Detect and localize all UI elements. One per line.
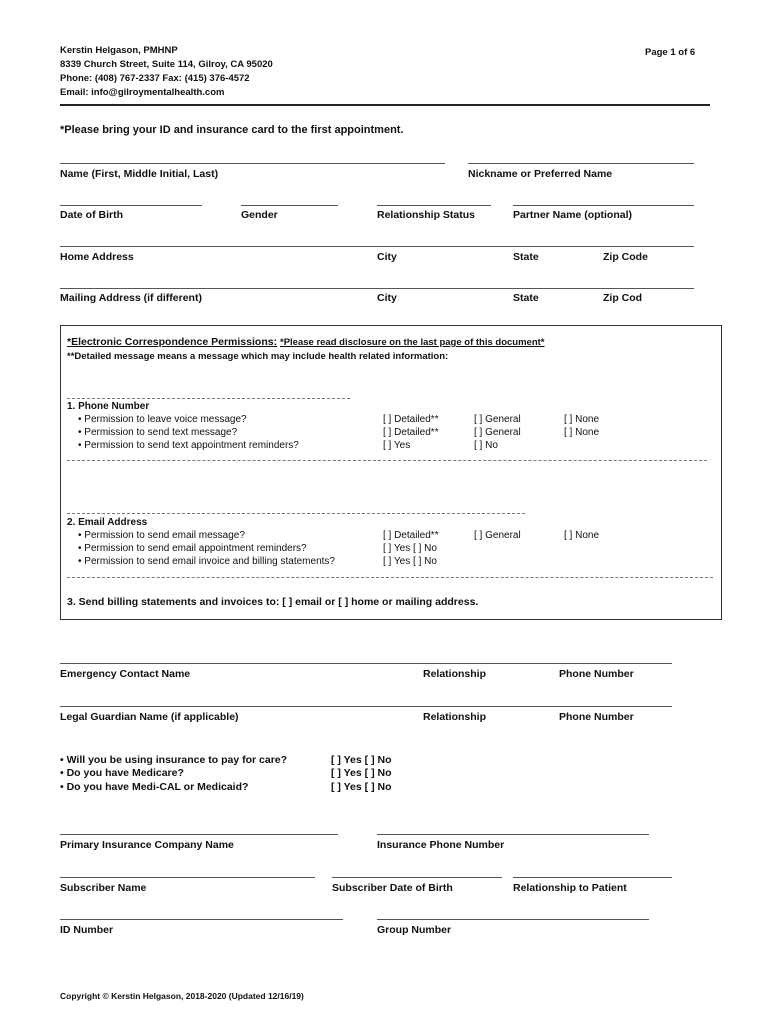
phone-reminder-yes-checkbox[interactable]: [ ] Yes <box>383 440 411 451</box>
city-label: City <box>377 251 397 263</box>
insurance-question: • Do you have Medi-CAL or Medicaid? <box>60 781 249 793</box>
email-billing-yes-no-checkbox[interactable]: [ ] Yes [ ] No <box>383 556 437 567</box>
zip-label: Zip Code <box>603 251 648 263</box>
emergency-relationship-label: Relationship <box>423 668 487 680</box>
id-notice: *Please bring your ID and insurance card to the first appointment. <box>60 124 404 136</box>
state-label: State <box>513 251 539 263</box>
header-block <box>60 44 273 100</box>
nickname-label: Nickname or Preferred Name <box>468 168 613 180</box>
mailing-zip-label: Zip Cod <box>603 292 643 304</box>
phone-section-divider <box>67 460 707 461</box>
nickname-line[interactable] <box>468 163 694 164</box>
mailing-address-line[interactable] <box>60 288 694 289</box>
email-reminder-yes-no-checkbox[interactable]: [ ] Yes [ ] No <box>383 543 437 554</box>
email-perm-row: • Permission to send email invoice and billing statements? <box>78 556 335 567</box>
gender-line[interactable] <box>241 205 338 206</box>
phone-perm-row: • Permission to send text appointment reminders? <box>78 440 299 451</box>
group-number-line[interactable] <box>377 919 649 920</box>
practice-phone: Phone: (408) 767-2337 Fax: (415) 376-4572 <box>60 73 250 84</box>
email-perm-row: • Permission to send email appointment reminders? <box>78 543 307 554</box>
gender-label: Gender <box>241 209 278 221</box>
emergency-contact-label: Emergency Contact Name <box>60 668 191 680</box>
subscriber-dob-label: Subscriber Date of Birth <box>332 882 453 894</box>
group-number-label: Group Number <box>377 924 452 936</box>
insurance-phone-label: Insurance Phone Number <box>377 839 505 851</box>
emergency-contact-line[interactable] <box>60 663 672 664</box>
name-label: Name (First, Middle Initial, Last) <box>60 168 219 180</box>
header-divider <box>60 104 710 106</box>
billing-preference[interactable]: 3. Send billing statements and invoices to: [ ] email or [ ] home or mailing address. <box>67 596 479 608</box>
email-message-none-checkbox[interactable]: [ ] None <box>564 530 600 541</box>
email-section-divider <box>67 577 713 578</box>
phone-perm-row: • Permission to send text message? <box>78 427 238 438</box>
subscriber-dob-line[interactable] <box>332 877 502 878</box>
home-address-label: Home Address <box>60 251 134 263</box>
insurance-answer-checkbox[interactable]: [ ] Yes [ ] No <box>331 754 392 766</box>
phone-text-detailed-checkbox[interactable]: [ ] Detailed** <box>383 427 439 438</box>
id-number-line[interactable] <box>60 919 343 920</box>
guardian-phone-label: Phone Number <box>559 711 634 723</box>
guardian-label: Legal Guardian Name (if applicable) <box>60 711 239 723</box>
mailing-city-label: City <box>377 292 397 304</box>
phone-text-none-checkbox[interactable]: [ ] None <box>564 427 600 438</box>
permissions-box <box>60 325 722 620</box>
medicare-answer-checkbox[interactable]: [ ] Yes [ ] No <box>331 767 392 779</box>
email-heading: 2. Email Address <box>67 517 148 528</box>
phone-voice-detailed-checkbox[interactable]: [ ] Detailed** <box>383 414 439 425</box>
dob-label: Date of Birth <box>60 209 123 221</box>
insurance-question-text: Will you be using insurance to pay for care? <box>66 754 288 766</box>
partner-line[interactable] <box>513 205 694 206</box>
permissions-title: *Electronic Correspondence Permissions: <box>67 336 278 348</box>
phone-perm-row: • Permission to leave voice message? <box>78 414 247 425</box>
practice-address: 8339 Church Street, Suite 114, Gilroy, CA 95020 <box>60 59 273 70</box>
page-number: Page 1 of 6 <box>645 47 696 58</box>
mailing-state-label: State <box>513 292 539 304</box>
permissions-disclosure-note: *Please read disclosure on the last page of this document* <box>280 337 545 348</box>
email-message-general-checkbox[interactable]: [ ] General <box>474 530 521 541</box>
home-address-line[interactable] <box>60 246 694 247</box>
medical-answer-checkbox[interactable]: [ ] Yes [ ] No <box>331 781 392 793</box>
guardian-line[interactable] <box>60 706 672 707</box>
guardian-relationship-label: Relationship <box>423 711 487 723</box>
insurance-question: • Do you have Medicare? <box>60 767 184 779</box>
phone-reminder-no-checkbox[interactable]: [ ] No <box>474 440 498 451</box>
relationship-status-line[interactable] <box>377 205 491 206</box>
emergency-phone-label: Phone Number <box>559 668 634 680</box>
insurance-question-text: Do you have Medi-CAL or Medicaid? <box>66 781 249 793</box>
phone-voice-general-checkbox[interactable]: [ ] General <box>474 414 521 425</box>
mailing-address-label: Mailing Address (if different) <box>60 292 202 304</box>
relationship-to-patient-line[interactable] <box>513 877 672 878</box>
email-perm-label: Permission to send email invoice and billing statements? <box>84 556 335 567</box>
phone-perm-label: Permission to send text message? <box>84 427 238 438</box>
phone-text-general-checkbox[interactable]: [ ] General <box>474 427 521 438</box>
insurance-question: • Will you be using insurance to pay for care? <box>60 754 288 766</box>
subscriber-name-label: Subscriber Name <box>60 882 147 894</box>
practitioner-name: Kerstin Helgason, PMHNP <box>60 45 178 56</box>
insurance-question-text: Do you have Medicare? <box>66 767 184 779</box>
phone-perm-label: Permission to leave voice message? <box>84 414 247 425</box>
phone-entry-line[interactable] <box>67 398 350 399</box>
email-perm-label: Permission to send email appointment reminders? <box>84 543 307 554</box>
insurance-company-line[interactable] <box>60 834 338 835</box>
permissions-subtitle: **Detailed message means a message which may include health related information: <box>67 351 449 362</box>
name-line[interactable] <box>60 163 445 164</box>
email-message-detailed-checkbox[interactable]: [ ] Detailed** <box>383 530 439 541</box>
copyright-footer: Copyright © Kerstin Helgason, 2018-2020 (Updated 12/16/19) <box>60 991 304 1001</box>
id-number-label: ID Number <box>60 924 114 936</box>
insurance-phone-line[interactable] <box>377 834 649 835</box>
relationship-to-patient-label: Relationship to Patient <box>513 882 627 894</box>
practice-email: Email: info@gilroymentalhealth.com <box>60 87 225 98</box>
phone-heading: 1. Phone Number <box>67 401 150 412</box>
email-entry-line[interactable] <box>67 513 525 514</box>
phone-voice-none-checkbox[interactable]: [ ] None <box>564 414 600 425</box>
permissions-title-row <box>67 336 545 348</box>
relationship-status-label: Relationship Status <box>377 209 476 221</box>
insurance-company-label: Primary Insurance Company Name <box>60 839 234 851</box>
email-perm-row: • Permission to send email message? <box>78 530 245 541</box>
partner-label: Partner Name (optional) <box>513 209 633 221</box>
subscriber-name-line[interactable] <box>60 877 315 878</box>
email-perm-label: Permission to send email message? <box>84 530 245 541</box>
dob-line[interactable] <box>60 205 202 206</box>
phone-perm-label: Permission to send text appointment reminders? <box>84 440 299 451</box>
